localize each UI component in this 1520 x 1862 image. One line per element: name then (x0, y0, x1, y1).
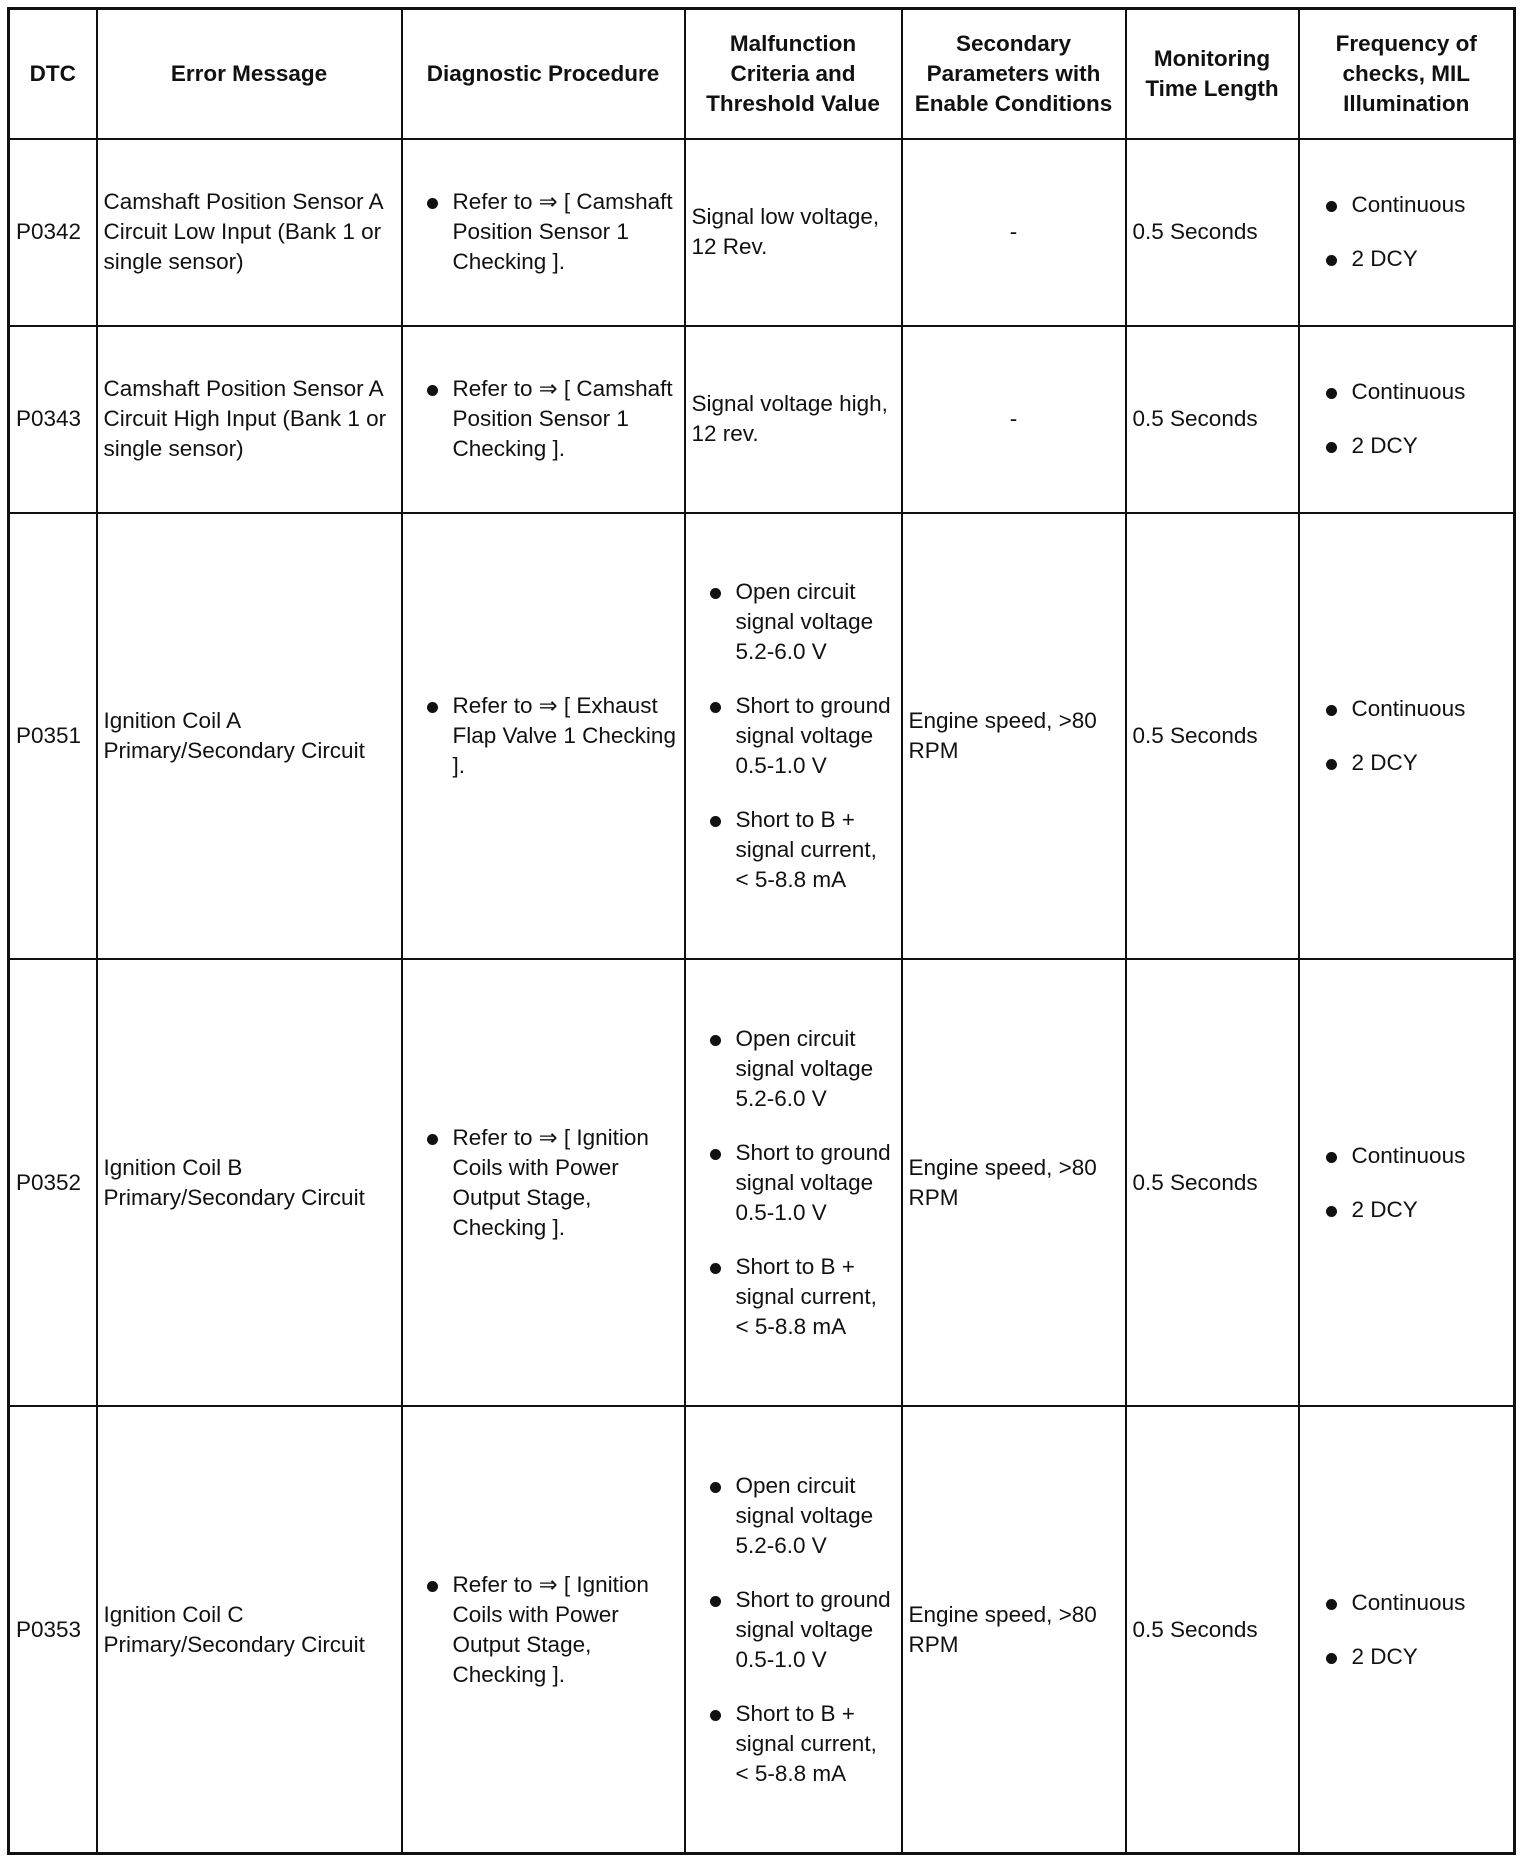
frequency-cell (1299, 139, 1515, 326)
error-message: Ignition Coil B Primary/Secondary Circuit (97, 959, 402, 1406)
frequency-item: 2 DCY (1306, 1195, 1508, 1225)
table-row (9, 959, 1515, 1406)
criteria-item: Short to B + signal current, < 5-8.8 mA (692, 1252, 895, 1342)
secondary-parameters: Engine speed, >80 RPM (902, 959, 1126, 1406)
frequency-item: 2 DCY (1306, 431, 1508, 461)
monitoring-time: 0.5 Seconds (1126, 326, 1299, 513)
diagnostic-procedure (402, 959, 685, 1406)
frequency-cell (1299, 959, 1515, 1406)
malfunction-criteria (685, 1406, 902, 1853)
frequency-item: Continuous (1306, 1588, 1508, 1618)
monitoring-time: 0.5 Seconds (1126, 139, 1299, 326)
frequency-item: 2 DCY (1306, 244, 1508, 274)
criteria-item: Short to ground signal voltage 0.5-1.0 V (692, 1585, 895, 1675)
criteria-item: Short to B + signal current, < 5-8.8 mA (692, 805, 895, 895)
header-secondary-parameters: Secondary Parameters with Enable Conditions (902, 9, 1126, 140)
malfunction-criteria (685, 959, 902, 1406)
frequency-item: 2 DCY (1306, 748, 1508, 778)
procedure-item: Refer to ⇒ [ Camshaft Position Sensor 1 Checking ]. (409, 374, 678, 464)
dtc-code: P0342 (9, 139, 97, 326)
procedure-item: Refer to ⇒ [ Ignition Coils with Power Output Stage, Checking ]. (409, 1123, 678, 1243)
table-row (9, 326, 1515, 513)
error-message: Ignition Coil A Primary/Secondary Circuit (97, 513, 402, 960)
diagnostic-procedure (402, 1406, 685, 1853)
procedure-item: Refer to ⇒ [ Exhaust Flap Valve 1 Checking ]. (409, 691, 678, 781)
diagnostic-procedure (402, 326, 685, 513)
criteria-item: Short to ground signal voltage 0.5-1.0 V (692, 691, 895, 781)
malfunction-criteria (685, 513, 902, 960)
table-row (9, 139, 1515, 326)
criteria-item: Open circuit signal voltage 5.2-6.0 V (692, 1471, 895, 1561)
secondary-parameters: - (902, 139, 1126, 326)
criteria-item: Short to B + signal current, < 5-8.8 mA (692, 1699, 895, 1789)
criteria-item: Open circuit signal voltage 5.2-6.0 V (692, 1024, 895, 1114)
monitoring-time: 0.5 Seconds (1126, 959, 1299, 1406)
criteria-item: Short to ground signal voltage 0.5-1.0 V (692, 1138, 895, 1228)
malfunction-criteria: Signal voltage high, 12 rev. (685, 326, 902, 513)
frequency-item: 2 DCY (1306, 1642, 1508, 1672)
frequency-cell (1299, 1406, 1515, 1853)
dtc-code: P0351 (9, 513, 97, 960)
secondary-parameters: - (902, 326, 1126, 513)
header-diagnostic-procedure: Diagnostic Procedure (402, 9, 685, 140)
header-error-message: Error Message (97, 9, 402, 140)
dtc-table (7, 7, 1516, 1855)
procedure-item: Refer to ⇒ [ Ignition Coils with Power Output Stage, Checking ]. (409, 1570, 678, 1690)
diagnostic-procedure (402, 139, 685, 326)
frequency-item: Continuous (1306, 694, 1508, 724)
monitoring-time: 0.5 Seconds (1126, 513, 1299, 960)
procedure-item: Refer to ⇒ [ Camshaft Position Sensor 1 Checking ]. (409, 187, 678, 277)
header-frequency: Frequency of checks, MIL Illumination (1299, 9, 1515, 140)
monitoring-time: 0.5 Seconds (1126, 1406, 1299, 1853)
error-message: Ignition Coil C Primary/Secondary Circuit (97, 1406, 402, 1853)
header-row (9, 9, 1515, 140)
frequency-cell (1299, 326, 1515, 513)
dtc-code: P0353 (9, 1406, 97, 1853)
table-row (9, 1406, 1515, 1853)
frequency-item: Continuous (1306, 190, 1508, 220)
malfunction-criteria: Signal low voltage, 12 Rev. (685, 139, 902, 326)
error-message: Camshaft Position Sensor A Circuit High Input (Bank 1 or single sensor) (97, 326, 402, 513)
secondary-parameters: Engine speed, >80 RPM (902, 1406, 1126, 1853)
diagnostic-procedure (402, 513, 685, 960)
table-row (9, 513, 1515, 960)
frequency-cell (1299, 513, 1515, 960)
dtc-code: P0343 (9, 326, 97, 513)
frequency-item: Continuous (1306, 1141, 1508, 1171)
secondary-parameters: Engine speed, >80 RPM (902, 513, 1126, 960)
header-monitoring-time: Monitoring Time Length (1126, 9, 1299, 140)
dtc-code: P0352 (9, 959, 97, 1406)
criteria-item: Open circuit signal voltage 5.2-6.0 V (692, 577, 895, 667)
header-malfunction-criteria: Malfunction Criteria and Threshold Value (685, 9, 902, 140)
header-dtc: DTC (9, 9, 97, 140)
error-message: Camshaft Position Sensor A Circuit Low Input (Bank 1 or single sensor) (97, 139, 402, 326)
frequency-item: Continuous (1306, 377, 1508, 407)
